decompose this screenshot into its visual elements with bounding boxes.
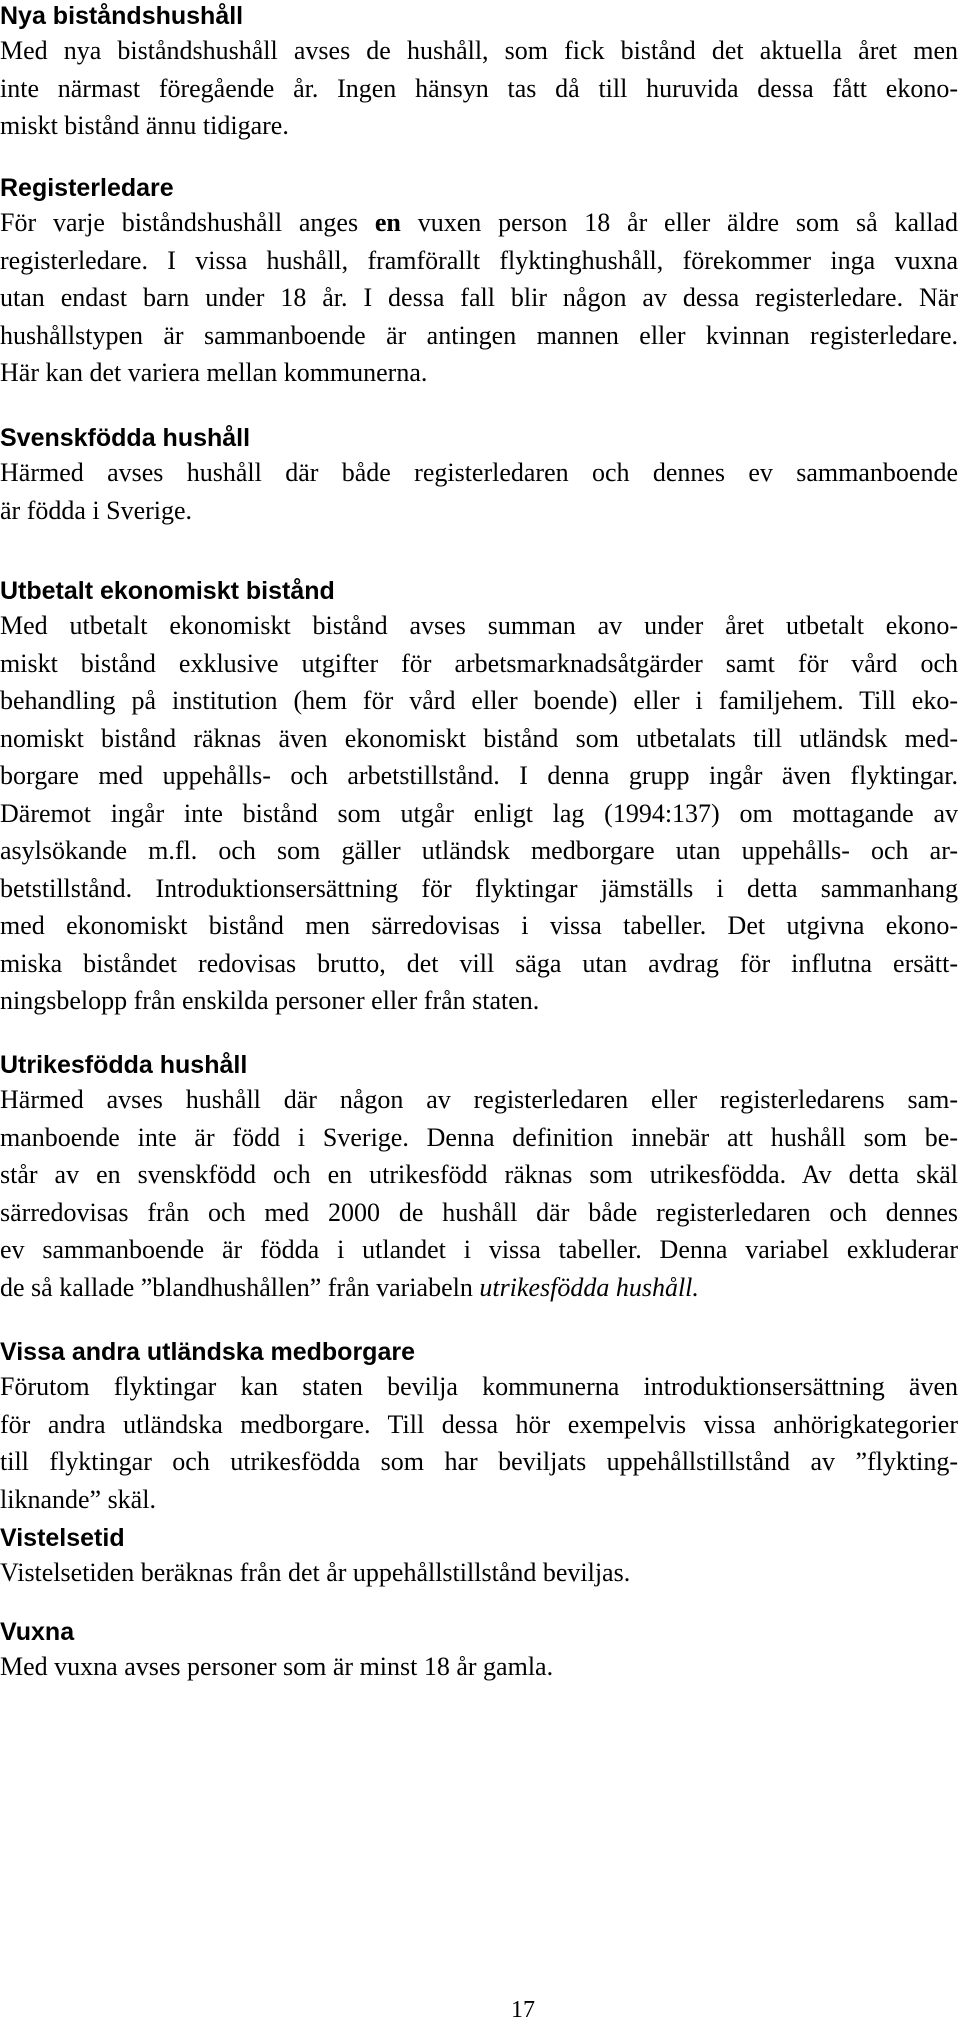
text-line: hushållstypen är sammanboende är antingen mannen eller kvinnan registerledare. xyxy=(0,320,958,350)
section-heading: Svenskfödda hushåll xyxy=(0,424,251,452)
text-line: betstillstånd. Introduktionsersättning för flyktingar jämställs i detta sammanhang xyxy=(0,873,958,903)
text-line: miska biståndet redovisas brutto, det vill säga utan avdrag för influtna ersätt- xyxy=(0,948,958,978)
text-line: står av en svenskfödd och en utrikesfödd räknas som utrikesfödda. Av detta skäl xyxy=(0,1160,958,1189)
section-nya-bistandshushall xyxy=(0,0,958,145)
text-line: Med utbetalt ekonomiskt bistånd avses summan av under året utbetalt ekono- xyxy=(0,611,958,640)
text-line: Härmed avses hushåll där både registerledaren och dennes ev sammanboende xyxy=(0,458,958,487)
text-line: ev sammanboende är födda i utlandet i vissa tabeller. Denna variabel exkluderar xyxy=(0,1235,958,1264)
text-line: Med nya biståndshushåll avses de hushåll, som fick bistånd det aktuella året men xyxy=(0,36,958,65)
text-line: nomiskt bistånd räknas även ekonomiskt bistånd som utbetalats till utländsk med- xyxy=(0,723,958,753)
emphasized-word: en xyxy=(374,208,401,237)
text-line: manboende inte är född i Sverige. Denna definition innebär att hushåll som be- xyxy=(0,1122,958,1152)
text-line: särredovisas från och med 2000 de hushåll där både registerledaren och dennes xyxy=(0,1197,958,1227)
section-utbetalt-ekonomiskt-bistand xyxy=(0,575,958,1020)
section-svenskfodda-hushall xyxy=(0,422,958,529)
section-heading: Utbetalt ekonomiskt bistånd xyxy=(0,577,335,605)
section-body xyxy=(0,1368,958,1518)
text-run: För varje biståndshushåll anges xyxy=(0,208,375,237)
text-line: Härmed avses hushåll där någon av registerledaren eller registerledarens sam- xyxy=(0,1085,958,1114)
text-line: Med vuxna avses personer som är minst 18 år gamla. xyxy=(0,1652,554,1681)
text-run: vuxen person 18 år eller äldre som så kallad xyxy=(400,208,958,237)
text-line: till flyktingar och utrikesfödda som har beviljats uppehållstillstånd av ”flykting- xyxy=(0,1447,958,1476)
section-body xyxy=(0,1081,958,1306)
section-heading: Utrikesfödda hushåll xyxy=(0,1051,248,1079)
section-body xyxy=(0,1648,958,1686)
text-line: behandling på institution (hem för vård eller boende) eller i familjehem. Till eko- xyxy=(0,686,958,715)
section-heading: Vuxna xyxy=(0,1618,75,1646)
text-line: inte närmast föregående år. Ingen hänsyn tas då till huruvida dessa fått ekono- xyxy=(0,73,958,103)
section-heading: Vistelsetid xyxy=(0,1524,125,1552)
section-heading: Vissa andra utländska medborgare xyxy=(0,1338,415,1366)
text-run: de så kallade ”blandhushållen” från variabeln xyxy=(0,1272,480,1302)
text-line xyxy=(0,1269,958,1307)
section-body xyxy=(0,204,958,392)
section-body xyxy=(0,607,958,1020)
section-body xyxy=(0,454,958,529)
section-vuxna xyxy=(0,1616,958,1686)
section-body xyxy=(0,1554,958,1592)
italic-term: utrikesfödda hushåll. xyxy=(479,1272,699,1302)
text-line: registerledare. I vissa hushåll, framförallt flyktinghushåll, förekommer inga vuxna xyxy=(0,245,958,275)
section-utrikesfodda-hushall xyxy=(0,1049,958,1306)
section-heading: Registerledare xyxy=(0,174,174,202)
text-line: miskt bistånd ännu tidigare. xyxy=(0,111,289,140)
text-line: är födda i Sverige. xyxy=(0,495,193,525)
section-vistelsetid xyxy=(0,1522,958,1592)
section-registerledare xyxy=(0,172,958,392)
text-line: ningsbelopp från enskilda personer eller från staten. xyxy=(0,986,540,1015)
text-line: miskt bistånd exklusive utgifter för arbetsmarknadsåtgärder samt för vård och xyxy=(0,648,958,678)
text-line: för andra utländska medborgare. Till dessa hör exempelvis vissa anhörigkategorier xyxy=(0,1409,958,1439)
section-heading: Nya biståndshushåll xyxy=(0,2,244,30)
text-line: Däremot ingår inte bistånd som utgår enligt lag (1994:137) om mottagande av xyxy=(0,798,958,828)
text-line: Förutom flyktingar kan staten bevilja kommunerna introduktionsersättning även xyxy=(0,1372,958,1401)
text-line: utan endast barn under 18 år. I dessa fall blir någon av dessa registerledare. När xyxy=(0,283,958,312)
text-line: asylsökande m.fl. och som gäller utländsk medborgare utan uppehålls- och ar- xyxy=(0,836,958,865)
section-vissa-andra-utlandska-medborgare xyxy=(0,1336,958,1518)
section-body xyxy=(0,32,958,145)
text-line: liknande” skäl. xyxy=(0,1484,156,1514)
text-line: Här kan det variera mellan kommunerna. xyxy=(0,358,428,387)
text-line: Vistelsetiden beräknas från det år uppehållstillstånd beviljas. xyxy=(0,1558,631,1587)
text-line: borgare med uppehålls- och arbetstillstånd. I denna grupp ingår även flyktingar. xyxy=(0,761,958,790)
text-line xyxy=(0,204,958,242)
text-line: med ekonomiskt bistånd men särredovisas i vissa tabeller. Det utgivna ekono- xyxy=(0,911,958,940)
page-number: 17 xyxy=(511,1997,535,2023)
